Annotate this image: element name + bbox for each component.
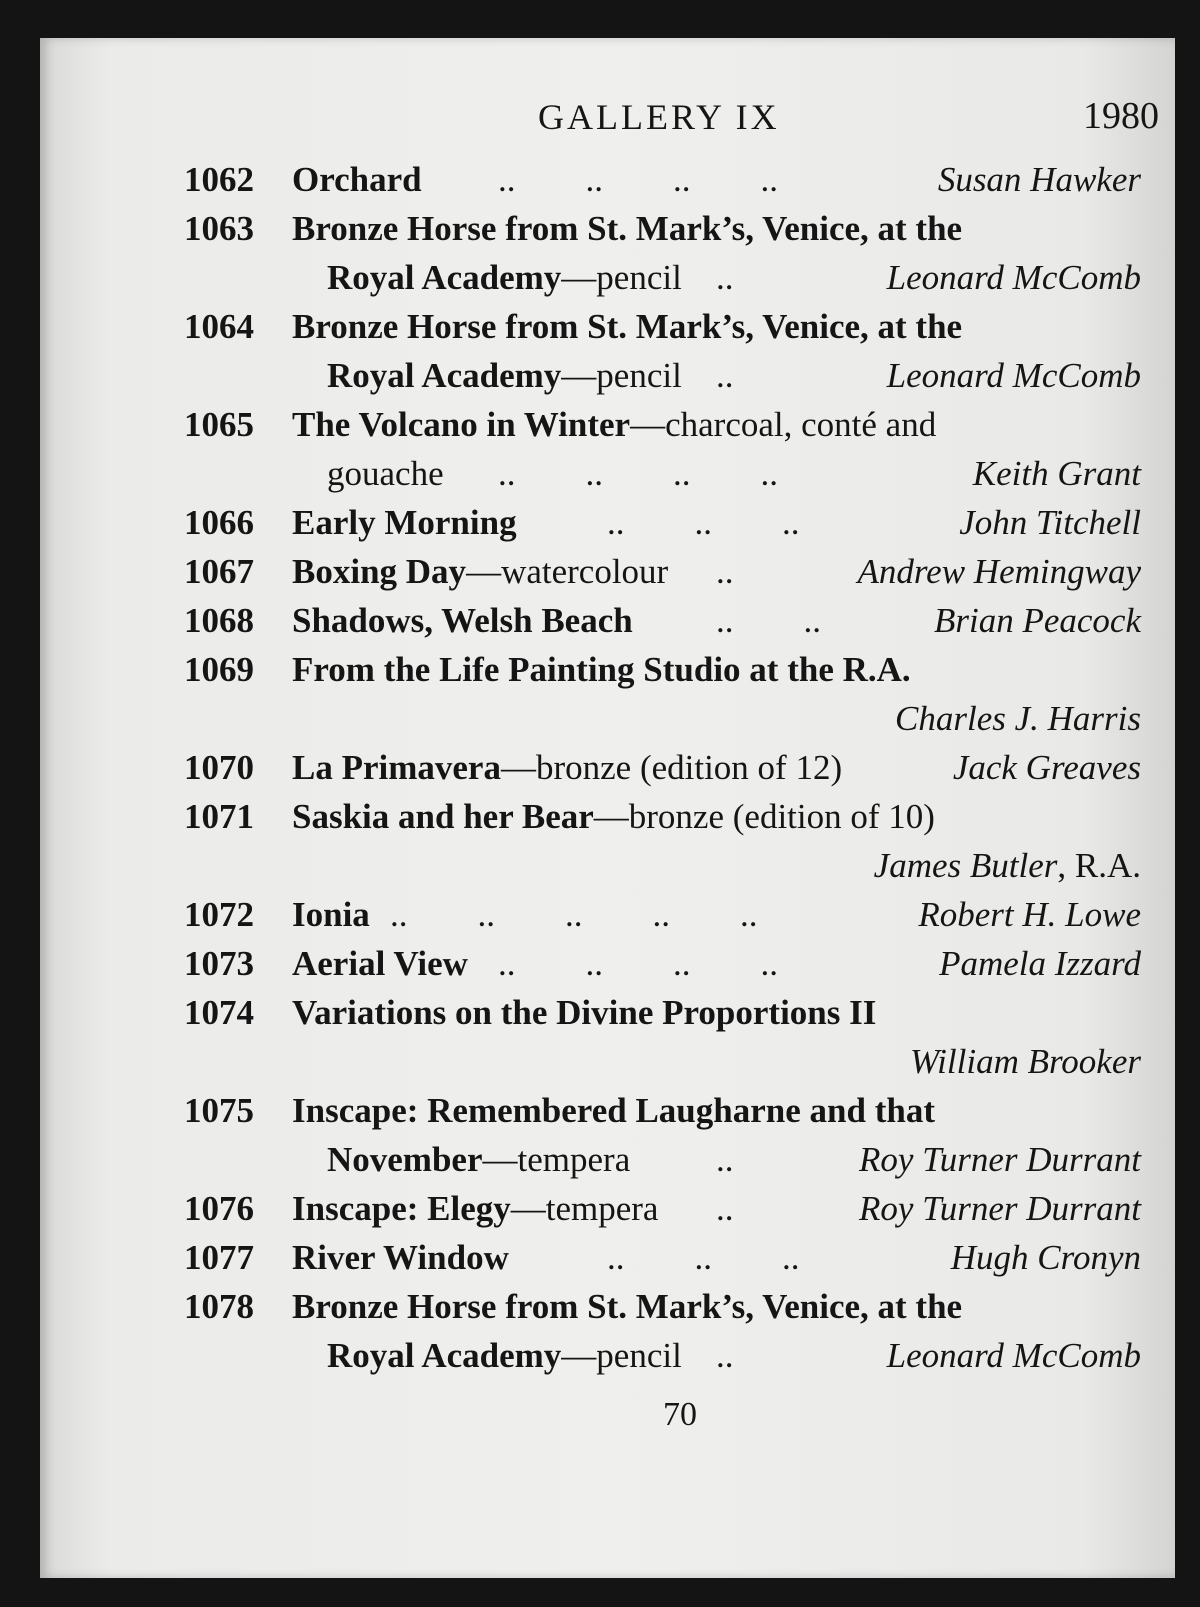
entry-title <box>292 401 936 449</box>
entry-title <box>292 940 468 988</box>
entry-artist: Roy Turner Durrant <box>859 1189 1141 1228</box>
entry-artist: Susan Hawker <box>937 160 1141 199</box>
catalogue-entry <box>40 303 1175 351</box>
catalogue-entry-continuation <box>40 450 1175 498</box>
entry-number: 1071 <box>184 797 254 836</box>
entry-title <box>292 499 517 547</box>
catalogue-entry <box>40 548 1175 596</box>
entry-title <box>292 793 935 841</box>
entry-artist: William Brooker <box>909 1042 1141 1081</box>
entry-artist <box>874 842 1141 890</box>
entry-artist: Leonard McComb <box>886 258 1141 297</box>
entry-artist: John Titchell <box>959 503 1141 542</box>
entry-artist: Robert H. Lowe <box>918 895 1141 934</box>
entry-artist: Keith Grant <box>972 454 1141 493</box>
entry-title-continued <box>327 352 682 400</box>
entry-title <box>292 891 370 939</box>
entry-artist: Hugh Cronyn <box>950 1238 1141 1277</box>
title-text: River Window <box>292 1238 509 1277</box>
title-text: La Primavera <box>292 748 501 787</box>
entry-number: 1073 <box>184 944 254 983</box>
entry-medium: —charcoal, conté and <box>630 405 937 444</box>
artist-honour: , R.A. <box>1057 846 1141 885</box>
entry-medium: —bronze (edition of 10) <box>593 797 935 836</box>
leader-dots: .. .. .. <box>607 503 800 542</box>
title-text: The Volcano in Winter <box>292 405 631 444</box>
entry-title <box>292 303 962 351</box>
entry-medium: —watercolour <box>466 552 669 591</box>
title-text: Bronze Horse from St. Mark’s, Venice, at the <box>292 307 963 346</box>
title-text: Bronze Horse from St. Mark’s, Venice, at the <box>292 209 963 248</box>
title-text: From the Life Painting Studio at the R.A. <box>292 650 911 689</box>
entry-title <box>292 205 962 253</box>
entry-title-continued <box>327 254 682 302</box>
entry-artist: Leonard McComb <box>886 1336 1141 1375</box>
entry-number: 1068 <box>184 601 254 640</box>
catalogue-entry <box>40 401 1175 449</box>
catalogue-entry <box>40 499 1175 547</box>
leader-dots: .. <box>716 1140 734 1179</box>
title-text: Royal Academy <box>327 258 562 297</box>
leader-dots: .. .. .. .. <box>498 944 778 983</box>
catalogue-entry <box>40 1185 1175 1233</box>
title-text: Boxing Day <box>292 552 467 591</box>
entry-number: 1067 <box>184 552 254 591</box>
catalogue-entry-continuation <box>40 842 1175 890</box>
leader-dots: .. .. .. <box>607 1238 800 1277</box>
catalogue-page <box>40 38 1175 1578</box>
title-text: Aerial View <box>292 944 468 983</box>
leader-dots: .. .. .. .. <box>498 454 778 493</box>
entry-number: 1066 <box>184 503 254 542</box>
entry-title <box>292 548 668 596</box>
entry-medium: —tempera <box>510 1189 659 1228</box>
entry-title <box>292 1234 509 1282</box>
entry-number: 1070 <box>184 748 254 787</box>
leader-dots: .. <box>716 356 734 395</box>
entry-number: 1062 <box>184 160 254 199</box>
entry-title <box>292 989 876 1037</box>
entry-artist: Brian Peacock <box>934 601 1141 640</box>
catalogue-entry-continuation <box>40 695 1175 743</box>
gallery-heading: GALLERY IX <box>538 97 780 137</box>
entry-medium: —pencil <box>561 356 682 395</box>
leader-dots: .. <box>716 1189 734 1228</box>
title-text: Variations on the Divine Proportions II <box>292 993 877 1032</box>
title-text: Early Morning <box>292 503 517 542</box>
entry-artist: Leonard McComb <box>886 356 1141 395</box>
catalogue-entry <box>40 205 1175 253</box>
entry-medium: —tempera <box>482 1140 631 1179</box>
catalogue-entry <box>40 1283 1175 1331</box>
leader-dots: .. .. <box>716 601 821 640</box>
catalogue-entry <box>40 891 1175 939</box>
catalogue-entry <box>40 597 1175 645</box>
entry-title-continued <box>327 1332 682 1380</box>
catalogue-entry <box>40 1234 1175 1282</box>
catalogue-entry-continuation <box>40 1332 1175 1380</box>
title-text: Royal Academy <box>327 356 562 395</box>
entry-title <box>292 646 911 694</box>
entry-number: 1069 <box>184 650 254 689</box>
catalogue-entry-continuation <box>40 352 1175 400</box>
entry-title <box>292 1283 962 1331</box>
leader-dots: .. .. .. .. <box>498 160 778 199</box>
catalogue-entry <box>40 156 1175 204</box>
entry-artist: Jack Greaves <box>952 748 1141 787</box>
artist-name: James Butler <box>873 846 1058 885</box>
entry-medium: —pencil <box>561 1336 682 1375</box>
entry-title <box>292 156 422 204</box>
catalogue-entry <box>40 1087 1175 1135</box>
entry-number: 1078 <box>184 1287 254 1326</box>
entry-number: 1077 <box>184 1238 254 1277</box>
entry-artist: Roy Turner Durrant <box>859 1140 1141 1179</box>
leader-dots: .. .. .. .. .. <box>390 895 758 934</box>
entry-title <box>292 744 842 792</box>
title-text: Saskia and her Bear <box>292 797 594 836</box>
entry-number: 1074 <box>184 993 254 1032</box>
entry-medium: —pencil <box>561 258 682 297</box>
title-text: Bronze Horse from St. Mark’s, Venice, at the <box>292 1287 963 1326</box>
entry-number: 1065 <box>184 405 254 444</box>
leader-dots: .. <box>716 552 734 591</box>
entry-number: 1075 <box>184 1091 254 1130</box>
title-text: Royal Academy <box>327 1336 562 1375</box>
entry-artist: Andrew Hemingway <box>857 552 1141 591</box>
title-text: November <box>327 1140 483 1179</box>
page-number: 70 <box>663 1396 697 1433</box>
catalogue-entry-continuation <box>40 254 1175 302</box>
entry-medium: —bronze (edition of 12) <box>500 748 843 787</box>
entry-title-continued <box>327 1136 630 1184</box>
catalogue-entry-continuation <box>40 1038 1175 1086</box>
entry-number: 1076 <box>184 1189 254 1228</box>
catalogue-entry <box>40 940 1175 988</box>
title-text: Orchard <box>292 160 422 199</box>
year-label: 1980 <box>1083 95 1159 137</box>
entry-title <box>292 1185 658 1233</box>
leader-dots: .. <box>716 1336 734 1375</box>
title-text: Inscape: Remembered Laugharne and that <box>292 1091 935 1130</box>
entry-medium-continued: gouache <box>327 454 444 493</box>
entry-number: 1064 <box>184 307 254 346</box>
title-text: Shadows, Welsh Beach <box>292 601 633 640</box>
catalogue-entry <box>40 744 1175 792</box>
leader-dots: .. <box>716 258 734 297</box>
entry-number: 1063 <box>184 209 254 248</box>
entry-title <box>292 1087 935 1135</box>
catalogue-entry <box>40 793 1175 841</box>
catalogue-entry <box>40 646 1175 694</box>
entry-artist: Pamela Izzard <box>939 944 1141 983</box>
entry-number: 1072 <box>184 895 254 934</box>
catalogue-entry-continuation <box>40 1136 1175 1184</box>
catalogue-entry <box>40 989 1175 1037</box>
entry-title <box>292 597 633 645</box>
entry-artist: Charles J. Harris <box>895 699 1141 738</box>
title-text: Ionia <box>292 895 370 934</box>
title-text: Inscape: Elegy <box>292 1189 511 1228</box>
